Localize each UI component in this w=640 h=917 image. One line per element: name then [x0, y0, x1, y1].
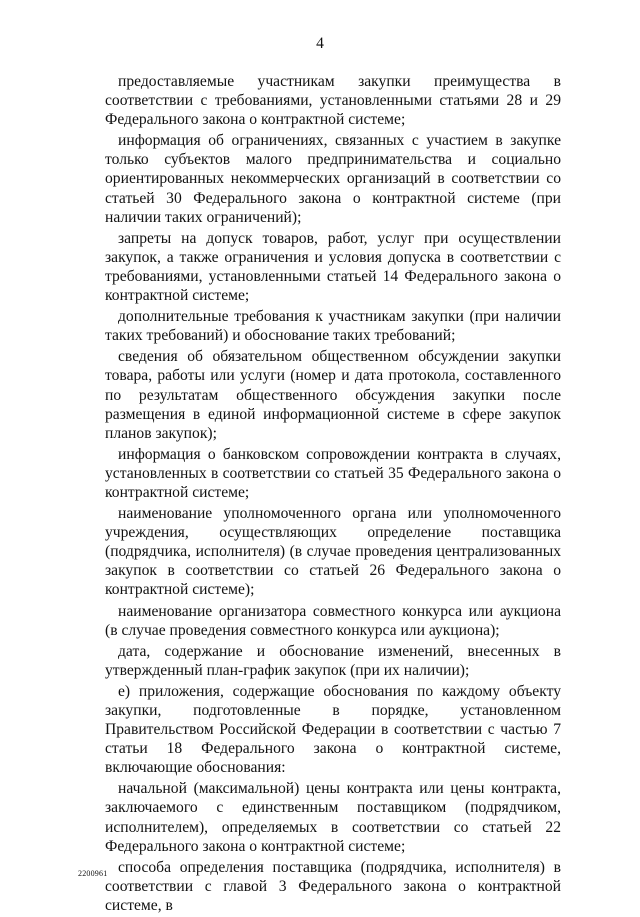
paragraph: наименование уполномоченного органа или уполномоченного учреждения, осуществляющих определение поставщика (подрядчика, исполнителя) (в случае проведения централизованных закупок в соответствии со статьей 26 Федерального закона о контрактной системе);: [105, 505, 561, 599]
paragraph: информация об ограничениях, связанных с участием в закупке только субъектов малого предпринимательства и социально ориентированных некоммерческих организаций в соответствии со статьей 30 Федерального закона о контрактной системе (при наличии таких ограничений);: [105, 132, 561, 226]
document-body: [105, 72, 561, 917]
paragraph: дата, содержание и обоснование изменений, внесенных в утвержденный план-график закупок (при их наличии);: [105, 642, 561, 679]
paragraph: дополнительные требования к участникам закупки (при наличии таких требований) и обоснование таких требований;: [105, 308, 561, 345]
paragraph: запреты на допуск товаров, работ, услуг при осуществлении закупок, а также ограничения и условия допуска в соответствии с требованиями, установленными статьей 14 Федерального закона о контрактной системе;: [105, 229, 561, 305]
paragraph: предоставляемые участникам закупки преимущества в соответствии с требованиями, установленными статьями 28 и 29 Федерального закона о контрактной системе;: [105, 73, 561, 129]
page-number: 4: [316, 35, 324, 52]
paragraph: способа определения поставщика (подрядчика, исполнителя) в соответствии с главой 3 Федерального закона о контрактной системе, в: [105, 858, 561, 914]
paragraph: информация о банковском сопровождении контракта в случаях, установленных в соответствии со статьей 35 Федерального закона о контрактной системе;: [105, 445, 561, 501]
paragraph: начальной (максимальной) цены контракта или цены контракта, заключаемого с единственным поставщиком (подрядчиком, исполнителем), определяемых в соответствии со статьей 22 Федерального закона о контрактной системе;: [105, 780, 561, 855]
paragraph: сведения об обязательном общественном обсуждении закупки товара, работы или услуги (номер и дата протокола, составленного по результатам общественного обсуждения закупки после размещения в единой информационной системе в сфере закупок планов закупок);: [105, 348, 561, 442]
paragraph: е) приложения, содержащие обоснования по каждому объекту закупки, подготовленные в порядке, установленном Правительством Российской Федерации в соответствии с частью 7 статьи 18 Федерального закона о контрактной системе, включающие обоснования:: [105, 682, 561, 777]
document-code: 2200961: [78, 869, 108, 878]
paragraph: наименование организатора совместного конкурса или аукциона (в случае проведения совместного конкурса или аукциона);: [105, 602, 561, 639]
